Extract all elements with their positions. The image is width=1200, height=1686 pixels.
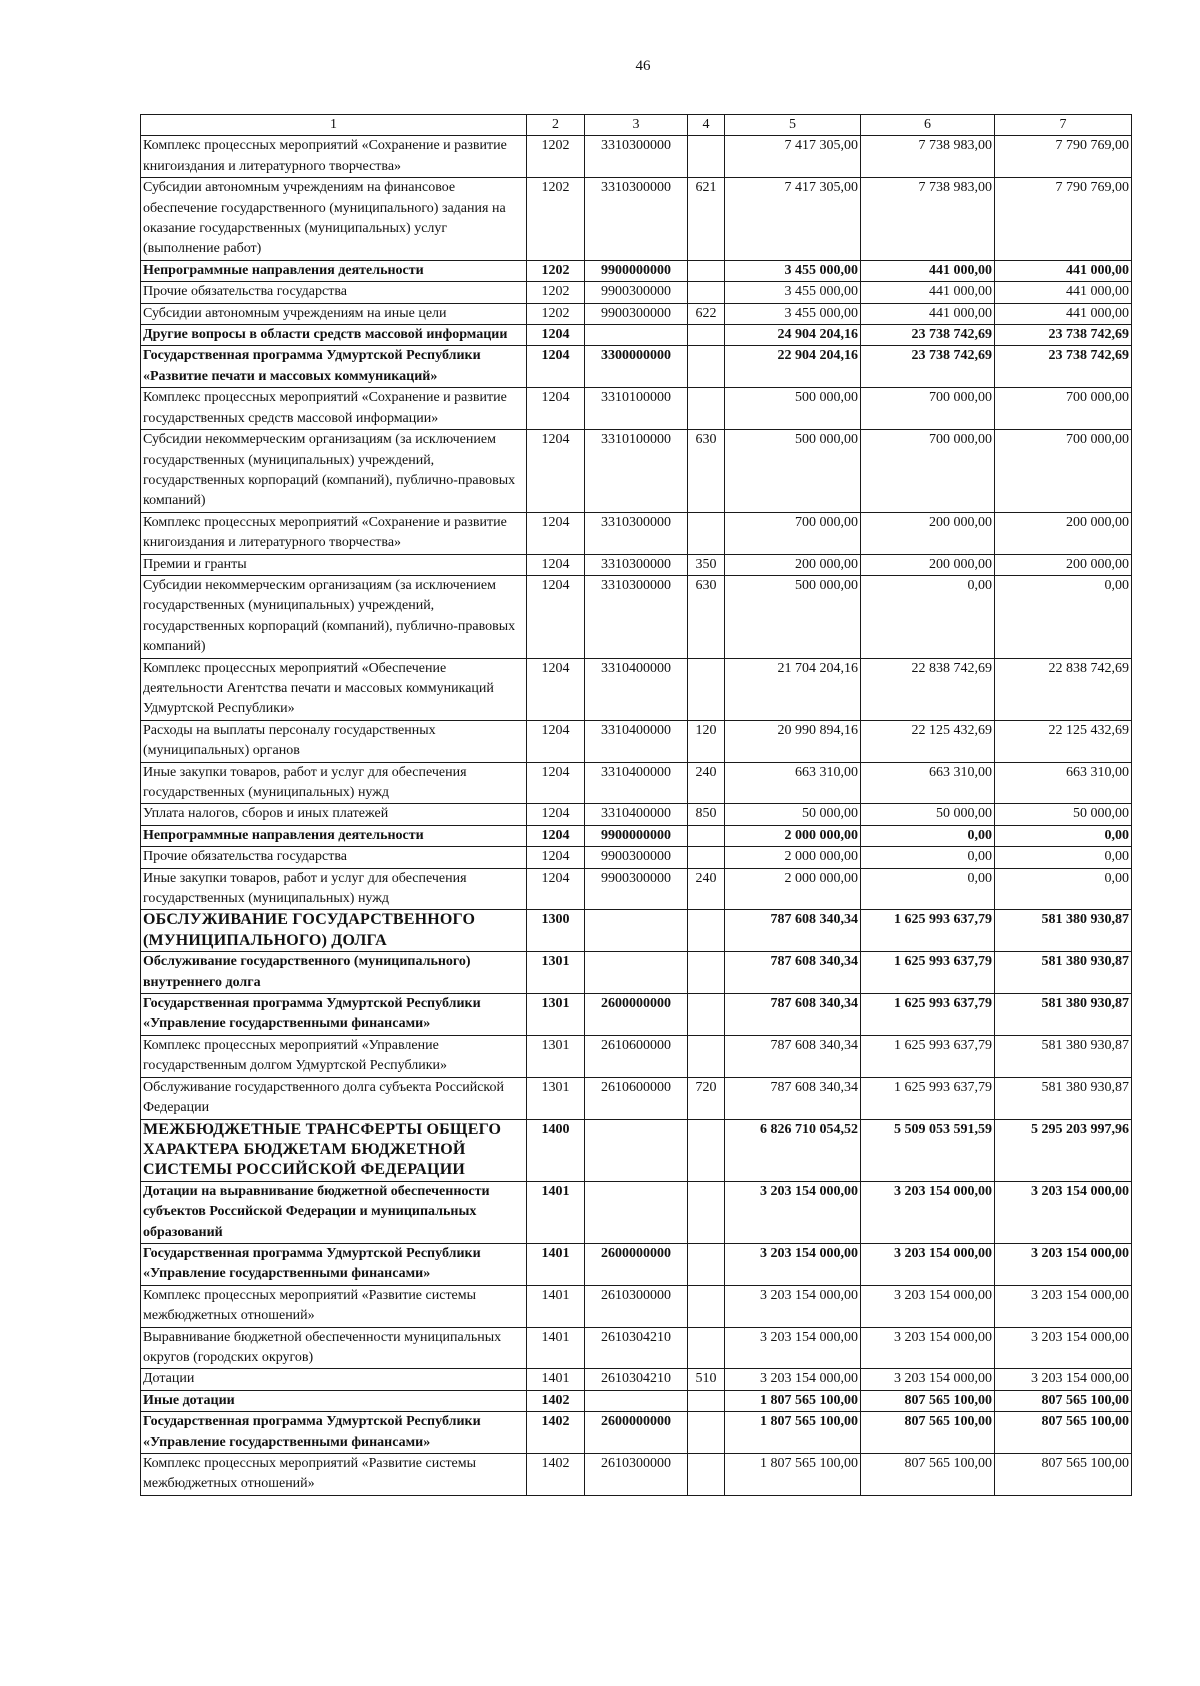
row-amount-col6: 441 000,00 <box>861 260 995 281</box>
table-row <box>141 720 1132 762</box>
budget-table <box>140 114 1132 1496</box>
row-amount-col7: 3 203 154 000,00 <box>995 1285 1132 1327</box>
row-expense-type <box>688 1285 725 1327</box>
row-amount-col6: 441 000,00 <box>861 282 995 303</box>
row-amount-col7: 581 380 930,87 <box>995 994 1132 1036</box>
row-target-code: 9900300000 <box>585 847 688 868</box>
table-row <box>141 282 1132 303</box>
row-name-cell: Государственная программа Удмуртской Республики «Управление государственными финансами» <box>141 994 527 1036</box>
row-target-code: 3310300000 <box>585 575 688 658</box>
row-target-code: 3310300000 <box>585 178 688 261</box>
header-col-2: 2 <box>527 115 585 136</box>
row-amount-col6: 22 125 432,69 <box>861 720 995 762</box>
row-amount-col5: 500 000,00 <box>725 575 861 658</box>
row-amount-col5: 3 203 154 000,00 <box>725 1327 861 1369</box>
row-target-code: 2610304210 <box>585 1369 688 1390</box>
row-name-cell: Комплекс процессных мероприятий «Сохранение и развитие книгоиздания и литературного творчества» <box>141 136 527 178</box>
row-amount-col6: 0,00 <box>861 825 995 846</box>
row-expense-type <box>688 910 725 952</box>
row-target-code: 3310400000 <box>585 658 688 720</box>
table-row <box>141 1243 1132 1285</box>
row-amount-col5: 3 203 154 000,00 <box>725 1369 861 1390</box>
row-target-code: 2610300000 <box>585 1454 688 1496</box>
row-expense-type <box>688 952 725 994</box>
row-section-code: 1202 <box>527 303 585 324</box>
row-expense-type <box>688 1181 725 1243</box>
row-name-cell: Комплекс процессных мероприятий «Сохранение и развитие государственных средств массовой информации» <box>141 388 527 430</box>
row-expense-type: 240 <box>688 762 725 804</box>
row-name-cell: Комплекс процессных мероприятий «Развитие системы межбюджетных отношений» <box>141 1285 527 1327</box>
table-row <box>141 136 1132 178</box>
row-name-cell: Иные дотации <box>141 1390 527 1411</box>
row-section-code: 1204 <box>527 847 585 868</box>
row-section-code: 1202 <box>527 136 585 178</box>
row-amount-col5: 6 826 710 054,52 <box>725 1119 861 1181</box>
row-name-cell: Государственная программа Удмуртской Республики «Развитие печати и массовых коммуникаций» <box>141 346 527 388</box>
row-name-cell: Премии и гранты <box>141 554 527 575</box>
row-amount-col5: 7 417 305,00 <box>725 136 861 178</box>
row-amount-col7: 0,00 <box>995 868 1132 910</box>
row-name-cell: Государственная программа Удмуртской Республики «Управление государственными финансами» <box>141 1243 527 1285</box>
row-expense-type <box>688 282 725 303</box>
row-amount-col7: 581 380 930,87 <box>995 1035 1132 1077</box>
row-amount-col5: 787 608 340,34 <box>725 1035 861 1077</box>
table-row <box>141 658 1132 720</box>
row-expense-type <box>688 994 725 1036</box>
row-amount-col7: 3 203 154 000,00 <box>995 1243 1132 1285</box>
row-amount-col7: 700 000,00 <box>995 388 1132 430</box>
row-amount-col6: 807 565 100,00 <box>861 1390 995 1411</box>
row-amount-col5: 2 000 000,00 <box>725 847 861 868</box>
row-target-code: 3310400000 <box>585 720 688 762</box>
row-section-code: 1401 <box>527 1181 585 1243</box>
row-section-code: 1204 <box>527 388 585 430</box>
row-amount-col6: 50 000,00 <box>861 804 995 825</box>
row-name-cell: МЕЖБЮДЖЕТНЫЕ ТРАНСФЕРТЫ ОБЩЕГО ХАРАКТЕРА БЮДЖЕТАМ БЮДЖЕТНОЙ СИСТЕМЫ РОССИЙСКОЙ ФЕДЕРАЦИИ <box>141 1119 527 1181</box>
row-name-cell: Комплекс процессных мероприятий «Сохранение и развитие книгоиздания и литературного творчества» <box>141 512 527 554</box>
row-amount-col7: 23 738 742,69 <box>995 346 1132 388</box>
row-expense-type <box>688 1390 725 1411</box>
row-target-code: 9900000000 <box>585 825 688 846</box>
table-row <box>141 554 1132 575</box>
row-target-code: 9900000000 <box>585 260 688 281</box>
header-col-1: 1 <box>141 115 527 136</box>
row-amount-col5: 3 203 154 000,00 <box>725 1285 861 1327</box>
row-section-code: 1401 <box>527 1243 585 1285</box>
table-row <box>141 868 1132 910</box>
row-name-cell: Иные закупки товаров, работ и услуг для обеспечения государственных (муниципальных) нужд <box>141 762 527 804</box>
row-target-code: 3310400000 <box>585 804 688 825</box>
row-amount-col7: 581 380 930,87 <box>995 910 1132 952</box>
row-target-code: 3310100000 <box>585 388 688 430</box>
row-name-cell: Комплекс процессных мероприятий «Управление государственным долгом Удмуртской Республики» <box>141 1035 527 1077</box>
table-row <box>141 575 1132 658</box>
row-amount-col7: 441 000,00 <box>995 260 1132 281</box>
row-target-code: 3310300000 <box>585 554 688 575</box>
row-section-code: 1204 <box>527 575 585 658</box>
table-row <box>141 1285 1132 1327</box>
row-amount-col7: 581 380 930,87 <box>995 1077 1132 1119</box>
row-section-code: 1202 <box>527 178 585 261</box>
table-row <box>141 1077 1132 1119</box>
row-amount-col7: 663 310,00 <box>995 762 1132 804</box>
table-body <box>141 136 1132 1495</box>
table-row <box>141 1412 1132 1454</box>
row-section-code: 1204 <box>527 658 585 720</box>
row-section-code: 1300 <box>527 910 585 952</box>
row-amount-col7: 22 125 432,69 <box>995 720 1132 762</box>
header-col-7: 7 <box>995 115 1132 136</box>
table-row <box>141 804 1132 825</box>
row-amount-col5: 500 000,00 <box>725 430 861 513</box>
row-target-code: 2600000000 <box>585 1243 688 1285</box>
row-expense-type <box>688 847 725 868</box>
table-row <box>141 762 1132 804</box>
table-row <box>141 994 1132 1036</box>
row-expense-type <box>688 325 725 346</box>
row-section-code: 1204 <box>527 512 585 554</box>
row-section-code: 1301 <box>527 994 585 1036</box>
row-target-code: 2610300000 <box>585 1285 688 1327</box>
row-name-cell: Обслуживание государственного долга субъекта Российской Федерации <box>141 1077 527 1119</box>
row-target-code: 2610600000 <box>585 1035 688 1077</box>
row-amount-col5: 3 455 000,00 <box>725 260 861 281</box>
row-section-code: 1204 <box>527 720 585 762</box>
row-amount-col7: 441 000,00 <box>995 282 1132 303</box>
row-amount-col6: 0,00 <box>861 847 995 868</box>
row-name-cell: Непрограммные направления деятельности <box>141 825 527 846</box>
row-amount-col7: 3 203 154 000,00 <box>995 1327 1132 1369</box>
table-row <box>141 388 1132 430</box>
row-amount-col6: 7 738 983,00 <box>861 136 995 178</box>
row-target-code: 9900300000 <box>585 868 688 910</box>
row-expense-type: 350 <box>688 554 725 575</box>
row-name-cell: ОБСЛУЖИВАНИЕ ГОСУДАРСТВЕННОГО (МУНИЦИПАЛЬНОГО) ДОЛГА <box>141 910 527 952</box>
row-amount-col5: 1 807 565 100,00 <box>725 1454 861 1496</box>
row-amount-col5: 700 000,00 <box>725 512 861 554</box>
row-amount-col5: 500 000,00 <box>725 388 861 430</box>
row-amount-col7: 22 838 742,69 <box>995 658 1132 720</box>
table-row <box>141 178 1132 261</box>
row-amount-col7: 50 000,00 <box>995 804 1132 825</box>
row-amount-col6: 3 203 154 000,00 <box>861 1243 995 1285</box>
row-amount-col5: 20 990 894,16 <box>725 720 861 762</box>
row-target-code <box>585 1181 688 1243</box>
row-amount-col6: 200 000,00 <box>861 512 995 554</box>
row-name-cell: Дотации <box>141 1369 527 1390</box>
row-amount-col6: 3 203 154 000,00 <box>861 1369 995 1390</box>
row-amount-col5: 3 203 154 000,00 <box>725 1243 861 1285</box>
row-amount-col7: 807 565 100,00 <box>995 1454 1132 1496</box>
table-row <box>141 1119 1132 1181</box>
row-amount-col5: 24 904 204,16 <box>725 325 861 346</box>
page-number: 46 <box>635 58 651 74</box>
row-section-code: 1301 <box>527 1077 585 1119</box>
row-name-cell: Комплекс процессных мероприятий «Обеспечение деятельности Агентства печати и массовых коммуникаций Удмуртской Республики» <box>141 658 527 720</box>
row-section-code: 1402 <box>527 1412 585 1454</box>
row-expense-type <box>688 136 725 178</box>
row-name-cell: Субсидии автономным учреждениям на финансовое обеспечение государственного (муниципального) задания на оказание государственных (муниципальных) услуг (выполнение работ) <box>141 178 527 261</box>
row-section-code: 1204 <box>527 804 585 825</box>
table-row <box>141 430 1132 513</box>
table-row <box>141 952 1132 994</box>
table-row <box>141 303 1132 324</box>
row-amount-col7: 3 203 154 000,00 <box>995 1181 1132 1243</box>
row-amount-col7: 7 790 769,00 <box>995 136 1132 178</box>
row-target-code: 3310300000 <box>585 136 688 178</box>
header-col-3: 3 <box>585 115 688 136</box>
table-row <box>141 1454 1132 1496</box>
row-target-code: 3310100000 <box>585 430 688 513</box>
row-amount-col6: 200 000,00 <box>861 554 995 575</box>
row-amount-col7: 807 565 100,00 <box>995 1412 1132 1454</box>
row-target-code <box>585 910 688 952</box>
row-amount-col7: 700 000,00 <box>995 430 1132 513</box>
row-section-code: 1204 <box>527 325 585 346</box>
table-row <box>141 825 1132 846</box>
row-amount-col6: 1 625 993 637,79 <box>861 1035 995 1077</box>
row-expense-type <box>688 1327 725 1369</box>
row-amount-col7: 3 203 154 000,00 <box>995 1369 1132 1390</box>
row-target-code: 2610600000 <box>585 1077 688 1119</box>
row-section-code: 1204 <box>527 825 585 846</box>
row-amount-col7: 23 738 742,69 <box>995 325 1132 346</box>
row-expense-type <box>688 825 725 846</box>
header-col-5: 5 <box>725 115 861 136</box>
row-target-code: 3310400000 <box>585 762 688 804</box>
row-expense-type <box>688 1243 725 1285</box>
row-name-cell: Субсидии некоммерческим организациям (за исключением государственных (муниципальных) учреждений, государственных корпораций (компаний), публично-правовых компаний) <box>141 430 527 513</box>
row-target-code: 2600000000 <box>585 994 688 1036</box>
header-col-6: 6 <box>861 115 995 136</box>
row-expense-type: 720 <box>688 1077 725 1119</box>
row-amount-col6: 3 203 154 000,00 <box>861 1181 995 1243</box>
row-name-cell: Субсидии некоммерческим организациям (за исключением государственных (муниципальных) учреждений, государственных корпораций (компаний), публично-правовых компаний) <box>141 575 527 658</box>
row-amount-col7: 7 790 769,00 <box>995 178 1132 261</box>
row-section-code: 1202 <box>527 282 585 303</box>
row-expense-type: 622 <box>688 303 725 324</box>
row-name-cell: Иные закупки товаров, работ и услуг для обеспечения государственных (муниципальных) нужд <box>141 868 527 910</box>
row-section-code: 1402 <box>527 1454 585 1496</box>
table-row <box>141 847 1132 868</box>
row-amount-col7: 0,00 <box>995 825 1132 846</box>
row-name-cell: Дотации на выравнивание бюджетной обеспеченности субъектов Российской Федерации и муниципальных образований <box>141 1181 527 1243</box>
row-section-code: 1204 <box>527 554 585 575</box>
row-section-code: 1204 <box>527 762 585 804</box>
row-amount-col5: 3 203 154 000,00 <box>725 1181 861 1243</box>
row-amount-col6: 807 565 100,00 <box>861 1412 995 1454</box>
row-target-code <box>585 1390 688 1411</box>
row-amount-col6: 1 625 993 637,79 <box>861 1077 995 1119</box>
row-amount-col5: 787 608 340,34 <box>725 1077 861 1119</box>
table-row <box>141 346 1132 388</box>
row-expense-type: 850 <box>688 804 725 825</box>
row-amount-col6: 23 738 742,69 <box>861 325 995 346</box>
row-amount-col7: 0,00 <box>995 575 1132 658</box>
row-amount-col6: 700 000,00 <box>861 388 995 430</box>
row-amount-col6: 700 000,00 <box>861 430 995 513</box>
row-expense-type <box>688 658 725 720</box>
row-amount-col6: 3 203 154 000,00 <box>861 1285 995 1327</box>
row-expense-type: 630 <box>688 575 725 658</box>
row-expense-type: 240 <box>688 868 725 910</box>
row-amount-col5: 2 000 000,00 <box>725 868 861 910</box>
row-amount-col5: 663 310,00 <box>725 762 861 804</box>
row-expense-type: 630 <box>688 430 725 513</box>
row-amount-col5: 1 807 565 100,00 <box>725 1390 861 1411</box>
row-name-cell: Прочие обязательства государства <box>141 847 527 868</box>
row-amount-col6: 22 838 742,69 <box>861 658 995 720</box>
row-amount-col6: 1 625 993 637,79 <box>861 994 995 1036</box>
row-target-code: 9900300000 <box>585 303 688 324</box>
row-section-code: 1401 <box>527 1369 585 1390</box>
row-section-code: 1301 <box>527 952 585 994</box>
table-row <box>141 1327 1132 1369</box>
row-amount-col5: 200 000,00 <box>725 554 861 575</box>
row-amount-col5: 1 807 565 100,00 <box>725 1412 861 1454</box>
row-expense-type: 621 <box>688 178 725 261</box>
table-header-row <box>141 115 1132 136</box>
row-amount-col5: 7 417 305,00 <box>725 178 861 261</box>
row-name-cell: Обслуживание государственного (муниципального) внутреннего долга <box>141 952 527 994</box>
table-row <box>141 260 1132 281</box>
row-amount-col5: 3 455 000,00 <box>725 303 861 324</box>
row-name-cell: Выравнивание бюджетной обеспеченности муниципальных округов (городских округов) <box>141 1327 527 1369</box>
table-row <box>141 512 1132 554</box>
row-expense-type <box>688 1035 725 1077</box>
row-amount-col7: 200 000,00 <box>995 512 1132 554</box>
row-amount-col6: 5 509 053 591,59 <box>861 1119 995 1181</box>
table-row <box>141 325 1132 346</box>
row-name-cell: Субсидии автономным учреждениям на иные цели <box>141 303 527 324</box>
row-amount-col6: 7 738 983,00 <box>861 178 995 261</box>
row-section-code: 1202 <box>527 260 585 281</box>
row-section-code: 1204 <box>527 868 585 910</box>
row-amount-col5: 787 608 340,34 <box>725 952 861 994</box>
row-expense-type <box>688 388 725 430</box>
table-row <box>141 1369 1132 1390</box>
row-expense-type <box>688 1412 725 1454</box>
row-target-code: 2610304210 <box>585 1327 688 1369</box>
row-section-code: 1400 <box>527 1119 585 1181</box>
row-expense-type <box>688 346 725 388</box>
row-section-code: 1401 <box>527 1285 585 1327</box>
table-row <box>141 1035 1132 1077</box>
row-expense-type <box>688 512 725 554</box>
row-amount-col7: 807 565 100,00 <box>995 1390 1132 1411</box>
row-expense-type <box>688 260 725 281</box>
row-target-code: 3300000000 <box>585 346 688 388</box>
row-expense-type: 120 <box>688 720 725 762</box>
table-row <box>141 910 1132 952</box>
row-amount-col6: 1 625 993 637,79 <box>861 952 995 994</box>
row-amount-col6: 441 000,00 <box>861 303 995 324</box>
row-amount-col6: 807 565 100,00 <box>861 1454 995 1496</box>
row-expense-type: 510 <box>688 1369 725 1390</box>
row-name-cell: Расходы на выплаты персоналу государственных (муниципальных) органов <box>141 720 527 762</box>
row-amount-col5: 787 608 340,34 <box>725 910 861 952</box>
row-section-code: 1402 <box>527 1390 585 1411</box>
row-name-cell: Комплекс процессных мероприятий «Развитие системы межбюджетных отношений» <box>141 1454 527 1496</box>
row-name-cell: Другие вопросы в области средств массовой информации <box>141 325 527 346</box>
row-name-cell: Государственная программа Удмуртской Республики «Управление государственными финансами» <box>141 1412 527 1454</box>
row-amount-col6: 3 203 154 000,00 <box>861 1327 995 1369</box>
table-row <box>141 1181 1132 1243</box>
row-target-code <box>585 325 688 346</box>
row-section-code: 1204 <box>527 430 585 513</box>
row-amount-col7: 581 380 930,87 <box>995 952 1132 994</box>
row-section-code: 1301 <box>527 1035 585 1077</box>
row-section-code: 1401 <box>527 1327 585 1369</box>
row-amount-col6: 23 738 742,69 <box>861 346 995 388</box>
row-section-code: 1204 <box>527 346 585 388</box>
row-name-cell: Непрограммные направления деятельности <box>141 260 527 281</box>
row-amount-col5: 22 904 204,16 <box>725 346 861 388</box>
row-amount-col5: 50 000,00 <box>725 804 861 825</box>
row-name-cell: Уплата налогов, сборов и иных платежей <box>141 804 527 825</box>
row-amount-col7: 200 000,00 <box>995 554 1132 575</box>
row-target-code: 3310300000 <box>585 512 688 554</box>
row-amount-col5: 3 455 000,00 <box>725 282 861 303</box>
row-amount-col7: 441 000,00 <box>995 303 1132 324</box>
row-target-code <box>585 952 688 994</box>
row-amount-col7: 0,00 <box>995 847 1132 868</box>
row-amount-col5: 21 704 204,16 <box>725 658 861 720</box>
row-amount-col6: 663 310,00 <box>861 762 995 804</box>
table-row <box>141 1390 1132 1411</box>
row-amount-col6: 1 625 993 637,79 <box>861 910 995 952</box>
row-amount-col6: 0,00 <box>861 575 995 658</box>
row-amount-col7: 5 295 203 997,96 <box>995 1119 1132 1181</box>
row-target-code <box>585 1119 688 1181</box>
row-target-code: 9900300000 <box>585 282 688 303</box>
row-expense-type <box>688 1454 725 1496</box>
header-col-4: 4 <box>688 115 725 136</box>
row-target-code: 2600000000 <box>585 1412 688 1454</box>
row-expense-type <box>688 1119 725 1181</box>
row-amount-col6: 0,00 <box>861 868 995 910</box>
row-amount-col5: 2 000 000,00 <box>725 825 861 846</box>
row-name-cell: Прочие обязательства государства <box>141 282 527 303</box>
row-amount-col5: 787 608 340,34 <box>725 994 861 1036</box>
